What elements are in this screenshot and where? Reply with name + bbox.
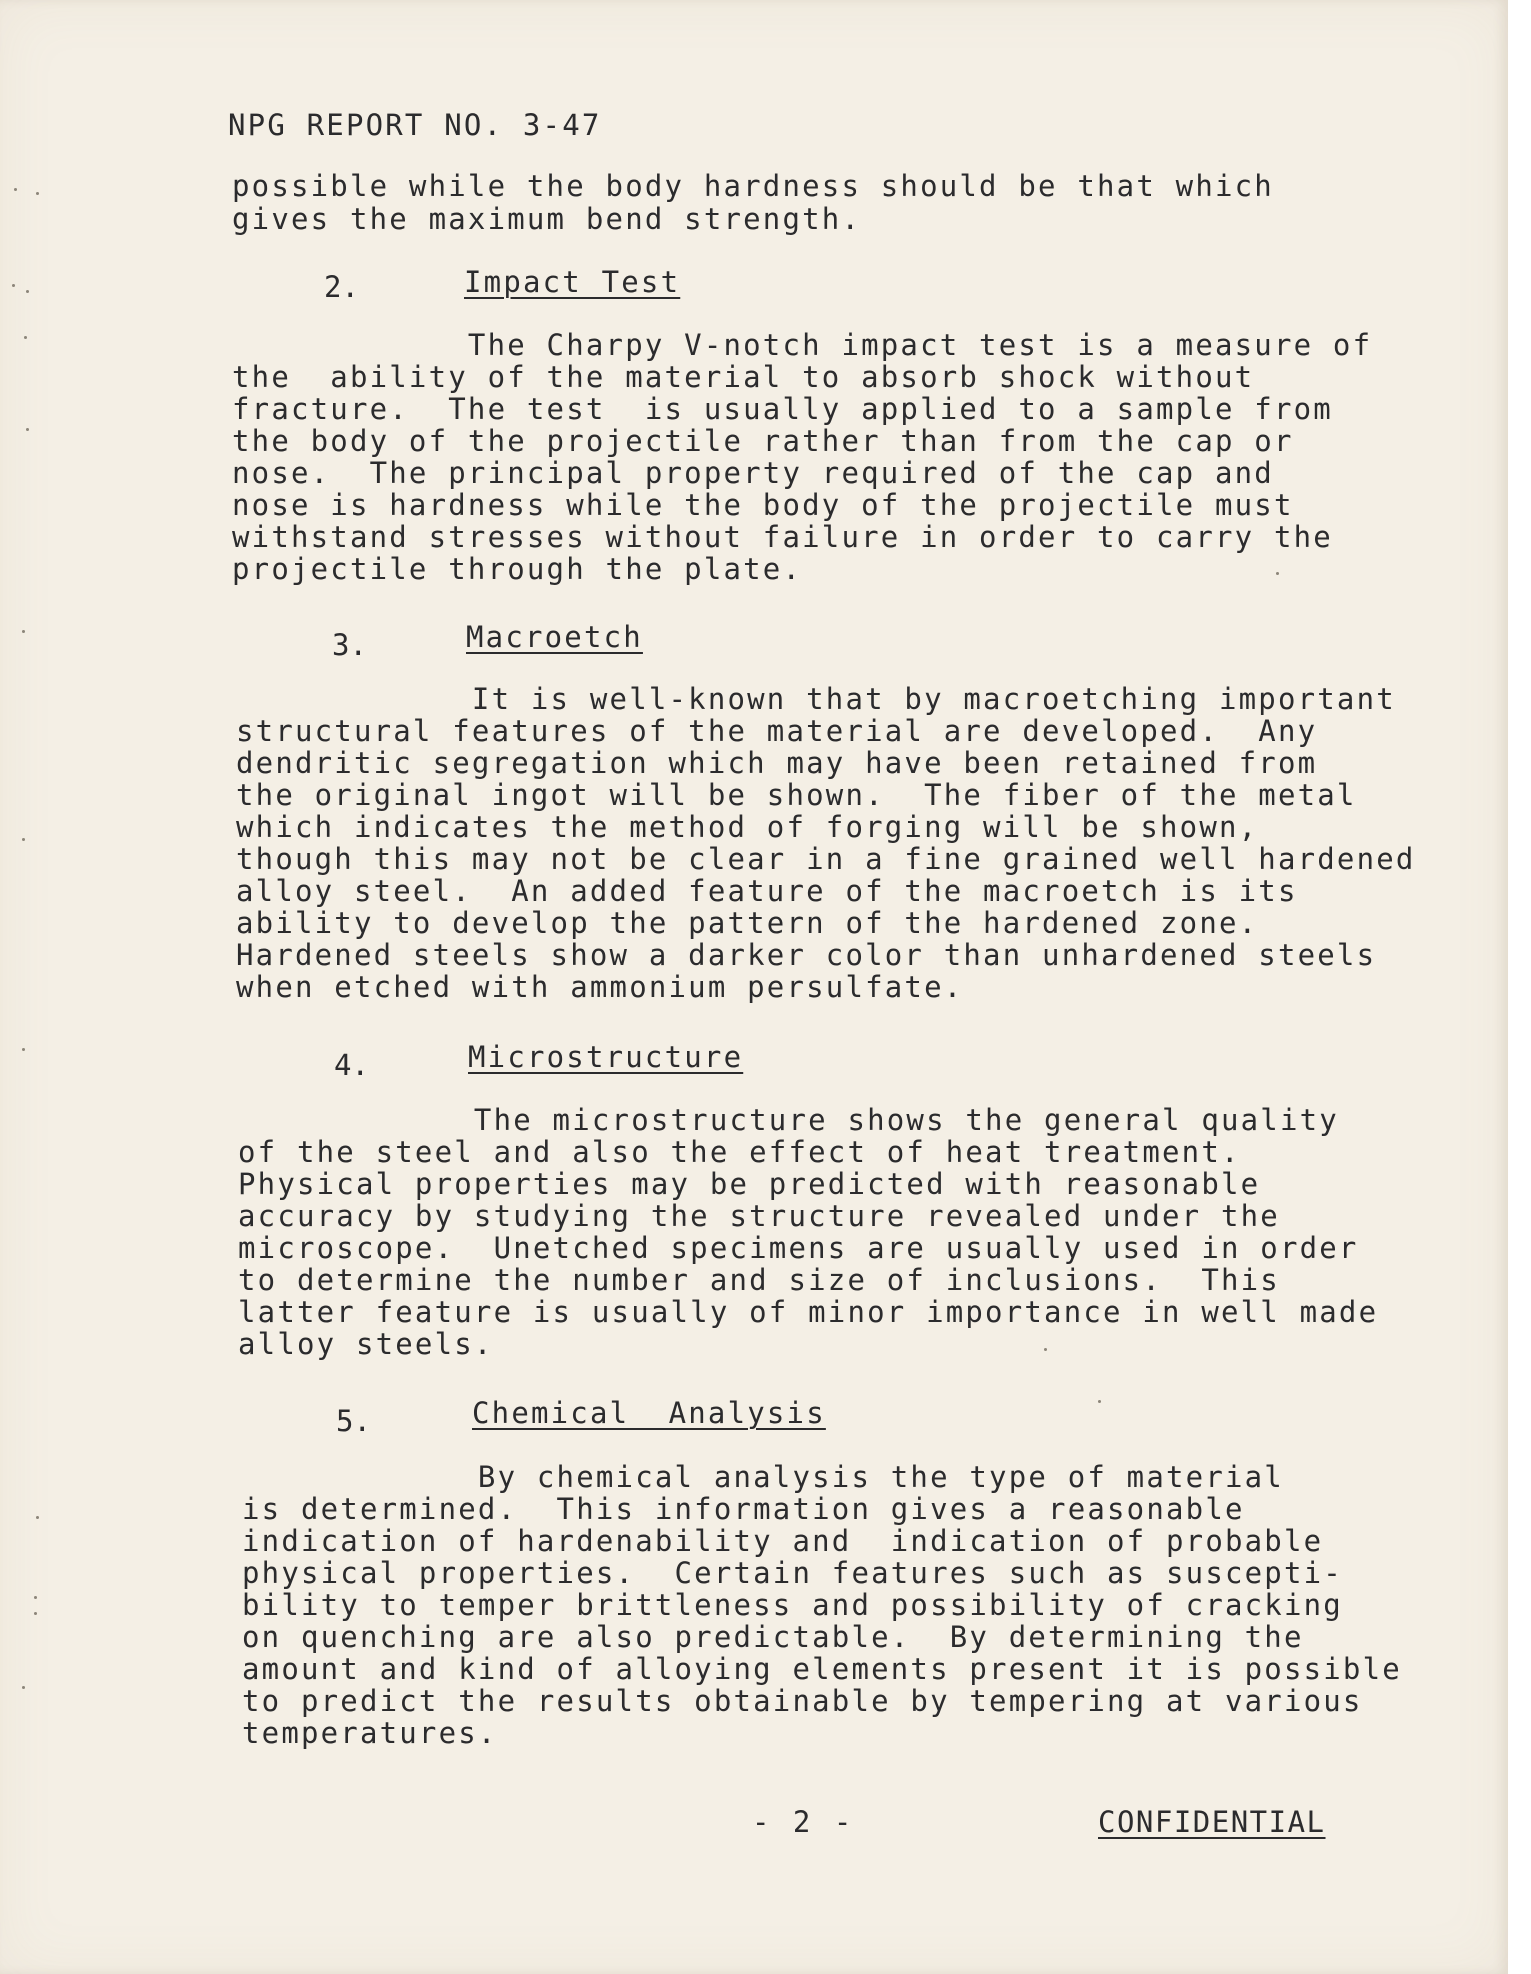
margin-speck [22,838,25,841]
body-line: Physical properties may be predicted with reasonable [238,1167,1261,1201]
margin-speck [22,630,25,633]
body-line: projectile through the plate. [232,552,803,586]
margin-speck [26,428,29,431]
body-line: physical properties. Certain features such as suscepti- [242,1556,1343,1590]
section-title: Macroetch [466,620,643,654]
section-number: 5. [336,1404,371,1438]
body-line: indication of hardenability and indication of probable [242,1524,1324,1558]
body-line: though this may not be clear in a fine grained well hardened [236,842,1416,876]
margin-speck [24,336,27,339]
body-line: dendritic segregation which may have been retained from [236,746,1318,780]
classification-mark: CONFIDENTIAL [1098,1805,1326,1839]
body-line: amount and kind of alloying elements present it is possible [242,1652,1402,1686]
body-line: which indicates the method of forging will be shown, [236,810,1259,844]
body-line: the ability of the material to absorb shock without [232,360,1255,394]
body-line: The Charpy V-notch impact test is a measure of [232,328,1373,362]
body-line: temperatures. [242,1716,498,1750]
body-line: to predict the results obtainable by tempering at various [242,1684,1363,1718]
body-line: alloy steel. An added feature of the macroetch is its [236,874,1298,908]
body-line: microscope. Unetched specimens are usually used in order [238,1231,1359,1265]
body-line: when etched with ammonium persulfate. [236,970,964,1004]
body-line: ability to develop the pattern of the hardened zone. [236,906,1259,940]
ink-speck [1098,1400,1101,1403]
margin-speck [34,1612,37,1615]
body-line: the original ingot will be shown. The fiber of the metal [236,778,1357,812]
section-title: Impact Test [464,265,681,299]
body-line: It is well-known that by macroetching important [236,682,1396,716]
margin-speck [14,188,17,191]
body-line: bility to temper brittleness and possibility of cracking [242,1588,1343,1622]
body-line: is determined. This information gives a reasonable [242,1492,1245,1526]
body-line: Hardened steels show a darker color than unhardened steels [236,938,1377,972]
body-line: to determine the number and size of inclusions. This [238,1263,1280,1297]
margin-speck [26,290,29,293]
body-line: possible while the body hardness should be that which [232,169,1274,203]
page-edge [1508,0,1531,1974]
body-line: fracture. The test is usually applied to a sample from [232,392,1333,426]
body-line: structural features of the material are developed. Any [236,714,1318,748]
section-title: Microstructure [468,1040,744,1074]
body-line: By chemical analysis the type of material [242,1460,1284,1494]
margin-speck [36,192,39,195]
section-number: 2. [324,270,359,304]
body-line: the body of the projectile rather than from the cap or [232,424,1294,458]
ink-speck [1044,1348,1047,1351]
section-title: Chemical Analysis [472,1396,826,1430]
page-number: - 2 - [752,1805,855,1839]
body-line: latter feature is usually of minor importance in well made [238,1295,1379,1329]
body-line: withstand stresses without failure in order to carry the [232,520,1333,554]
body-line: alloy steels. [238,1327,494,1361]
body-line: nose is hardness while the body of the projectile must [232,488,1294,522]
margin-speck [22,1686,25,1689]
margin-speck [12,284,15,287]
body-line: gives the maximum bend strength. [232,202,862,236]
body-line: accuracy by studying the structure revealed under the [238,1199,1280,1233]
section-number: 4. [334,1048,369,1082]
ink-speck [1276,572,1279,575]
margin-speck [34,1596,37,1599]
body-line: nose. The principal property required of the cap and [232,456,1274,490]
report-header: NPG REPORT NO. 3-47 [228,108,602,142]
margin-speck [22,1048,25,1051]
body-line: on quenching are also predictable. By determining the [242,1620,1304,1654]
body-line: of the steel and also the effect of heat treatment. [238,1135,1241,1169]
section-number: 3. [332,628,367,662]
margin-speck [36,1516,39,1519]
body-line: The microstructure shows the general quality [238,1103,1339,1137]
